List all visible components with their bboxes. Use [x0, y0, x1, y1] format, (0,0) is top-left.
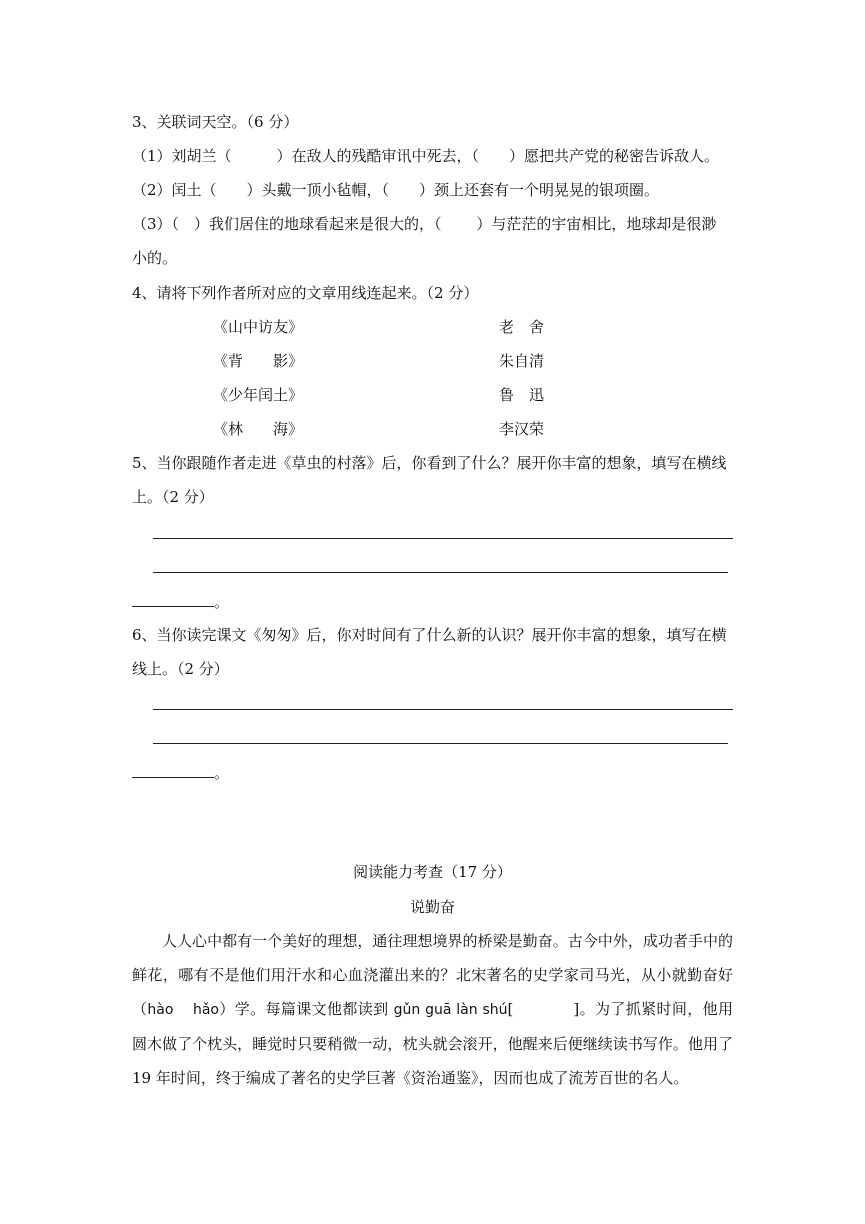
bracket-open: [ [507, 1000, 514, 1018]
article-paragraph [132, 924, 733, 1095]
paragraph-part-3: ]。为了抓紧时间，他用圆木做了个枕头，睡觉时只要稍微一动，枕头就会滚开，他醒来后便继续读书写作。他用了 19 年时间，终于编成了著名的史学巨著《资治通鉴》，因而也成了流芳百世的名人。 [132, 1000, 733, 1087]
q4-work-2: 《背 影》 [213, 352, 304, 370]
q3-item-2: （2）闰土（ ）头戴一顶小毡帽，（ ）颈上还套有一个明晃晃的银项圈。 [132, 181, 660, 199]
q5-prompt-line-1: 5、当你跟随作者走进《草虫的村落》后，你看到了什么？展开你丰富的想象，填写在横线 [132, 454, 727, 472]
q3-item-3-line-1: （3）（ ）我们居住的地球看起来是很大的，（ ）与茫茫的宇宙相比，地球却是很渺 [132, 215, 717, 233]
reading-section-title: 阅读能力考查（17 分） [353, 863, 512, 881]
q6-answer-line-2[interactable] [153, 743, 728, 744]
q4-work-1: 《山中访友》 [213, 318, 304, 336]
q4-title: 4、请将下列作者所对应的文章用线连起来。（2 分） [132, 284, 479, 302]
q6-short-blank[interactable] [132, 764, 214, 778]
q6-prompt-line-2: 线上。（2 分） [132, 660, 229, 678]
q5-short-blank[interactable] [132, 593, 214, 607]
pinyin-choice: hào hǎo [147, 1002, 220, 1018]
q6-answer-line-3[interactable] [132, 763, 229, 783]
q4-author-1: 老 舍 [499, 318, 545, 336]
pinyin-word: gǔn guā làn shú [393, 1002, 508, 1018]
q6-end-mark: 。 [214, 764, 230, 782]
q6-prompt-line-1: 6、当你读完课文《匆匆》后，你对时间有了什么新的认识？展开你丰富的想象，填写在横 [132, 626, 727, 644]
q4-work-4: 《林 海》 [213, 420, 304, 438]
q3-title: 3、关联词天空。（6 分） [132, 113, 299, 131]
q4-author-3: 鲁 迅 [499, 386, 545, 404]
q5-answer-line-2[interactable] [153, 572, 728, 573]
paragraph-part-1: 人人心中都有一个美好的理想，通往理想境界的桥梁是勤奋。古今中外，成功者手中的鲜花，哪有不是他们用汗水和心血浇灌出来的？北宋著名的史学家司马光，从小就勤奋好（ [132, 932, 733, 1018]
q4-author-4: 李汉荣 [499, 420, 545, 438]
q3-item-3-line-2: 小的。 [132, 249, 178, 267]
article-title: 说勤奋 [409, 898, 455, 916]
q5-answer-line-3[interactable] [132, 592, 229, 612]
q5-prompt-line-2: 上。（2 分） [132, 488, 214, 506]
q3-item-1: （1）刘胡兰（ ）在敌人的残酷审讯中死去，（ ）愿把共产党的秘密告诉敌人。 [132, 147, 720, 165]
q5-answer-line-1[interactable] [153, 538, 733, 539]
paragraph-part-2: ）学。每篇课文他都读到 [219, 1000, 394, 1018]
q4-author-2: 朱自清 [499, 352, 545, 370]
q6-answer-line-1[interactable] [153, 709, 733, 710]
q5-end-mark: 。 [214, 593, 230, 611]
q4-work-3: 《少年闰土》 [213, 386, 304, 404]
